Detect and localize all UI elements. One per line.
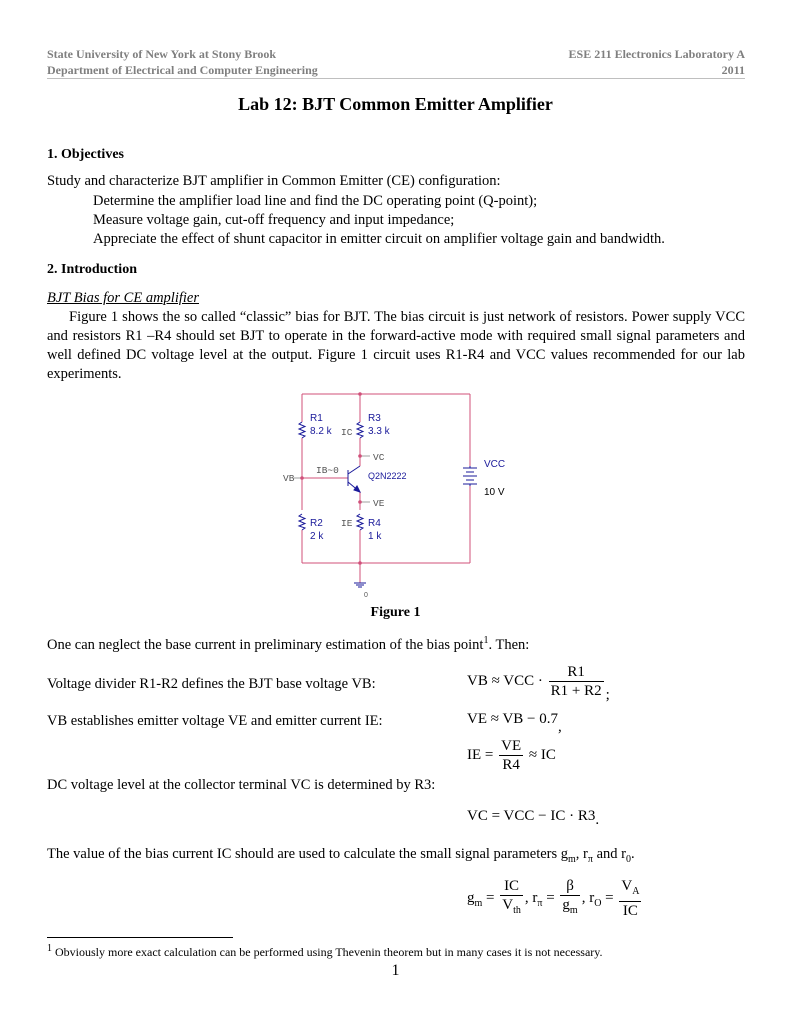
transistor-symbol	[348, 466, 360, 492]
ib-label: IB~0	[316, 465, 339, 476]
page-number: 1	[391, 962, 400, 979]
r3-value: 3.3 k	[368, 426, 390, 437]
battery-symbol	[463, 466, 477, 486]
figure-caption: Figure 1	[370, 605, 421, 620]
ic-label: IC	[341, 427, 353, 438]
circuit-wires	[302, 394, 470, 583]
header-department: Department of Electrical and Computer Engineering	[47, 63, 318, 77]
r4-value: 1 k	[368, 531, 382, 542]
r2-value: 2 k	[310, 531, 324, 542]
r1-value: 8.2 k	[310, 426, 332, 437]
small-signal-equations: $g_m$ = $\frac{IC}{V_{th}}$ , $r_\pi$ = $\frac{\beta}{g_m}$ , $r_O$ = $\frac{V_A}{IC}$	[467, 878, 640, 919]
objective-item: Measure voltage gain, cut-off frequency and input impedance;	[93, 212, 455, 228]
objectives-heading: 1. Objectives	[47, 147, 124, 162]
r2-label: R2	[310, 518, 323, 529]
r4-label: R4	[368, 518, 381, 529]
vc-equation: VC = VCC − IC · R3.	[467, 808, 600, 828]
page-title: Lab 12: BJT Common Emitter Amplifier	[238, 94, 553, 114]
ve-label: VE	[373, 498, 385, 509]
ground-symbol	[354, 583, 366, 587]
ie-equation: IE = $\frac{VE}{R4}$ ≈ IC	[467, 738, 556, 773]
vcc-label: VCC	[484, 459, 506, 470]
r3-label: R3	[368, 413, 381, 424]
r1-resistor	[299, 422, 305, 438]
footnote: $^1$ Obviously more exact calculation can be performed using Thevenin theorem but in many cases it is not necessary.	[47, 943, 603, 959]
collector-voltage-text: DC voltage level at the collector terminal VC is determined by R3:	[47, 777, 436, 793]
header-rule	[47, 78, 745, 79]
objectives-intro: Study and characterize BJT amplifier in Common Emitter (CE) configuration:	[47, 173, 501, 189]
ground-label: 0	[364, 592, 368, 599]
intro-paragraph: Figure 1 shows the so called “classic” bias for BJT. The bias circuit is just network of resistors. Power supply VCC and resistors R1 –R4 should set BJT to operate in the forward-active mode with required small signal parameters and well defined DC voltage level at the output. Figure 1 circuit uses R1-R4 and VCC values recommended for our lab experiments.	[47, 309, 745, 382]
r4-resistor	[357, 514, 363, 530]
transistor-label: Q2N2222	[368, 471, 407, 481]
objective-item: Appreciate the effect of shunt capacitor in emitter circuit on amplifier voltage gain and bandwidth.	[93, 231, 665, 247]
header-institution: State University of New York at Stony Brook	[47, 47, 276, 61]
footnote-rule	[47, 937, 233, 938]
ie-label: IE	[341, 518, 353, 529]
bias-circuit-diagram	[270, 388, 520, 600]
vb-equation: VB ≈ VCC · $\frac{R1}{R1 + R2}$ ;	[467, 664, 610, 703]
emitter-voltage-text: VB establishes emitter voltage VE and emitter current IE:	[47, 713, 383, 729]
header-year: 2011	[721, 63, 745, 77]
resistors	[299, 422, 363, 530]
r3-resistor	[357, 422, 363, 438]
introduction-heading: 2. Introduction	[47, 262, 137, 277]
probe-leads	[294, 456, 370, 502]
voltage-divider-text: Voltage divider R1-R2 defines the BJT base voltage VB:	[47, 676, 376, 692]
vc-label: VC	[373, 452, 385, 463]
neglect-base-current-text: One can neglect the base current in preliminary estimation of the bias point$^1$. Then:	[47, 635, 530, 653]
r1-label: R1	[310, 413, 323, 424]
vcc-value: 10 V	[484, 487, 505, 498]
small-signal-text: The value of the bias current IC should are used to calculate the small signal parameters $g_m$, $r_\pi$ and $r_0$.	[47, 846, 635, 865]
objective-item: Determine the amplifier load line and find the DC operating point (Q-point);	[93, 193, 538, 209]
bias-subheading: BJT Bias for CE amplifier	[47, 290, 199, 306]
header-course: ESE 211 Electronics Laboratory A	[568, 47, 745, 61]
ve-equation: VE ≈ VB − 0.7,	[467, 711, 562, 735]
vb-label: VB	[283, 473, 295, 484]
r2-resistor	[299, 514, 305, 530]
